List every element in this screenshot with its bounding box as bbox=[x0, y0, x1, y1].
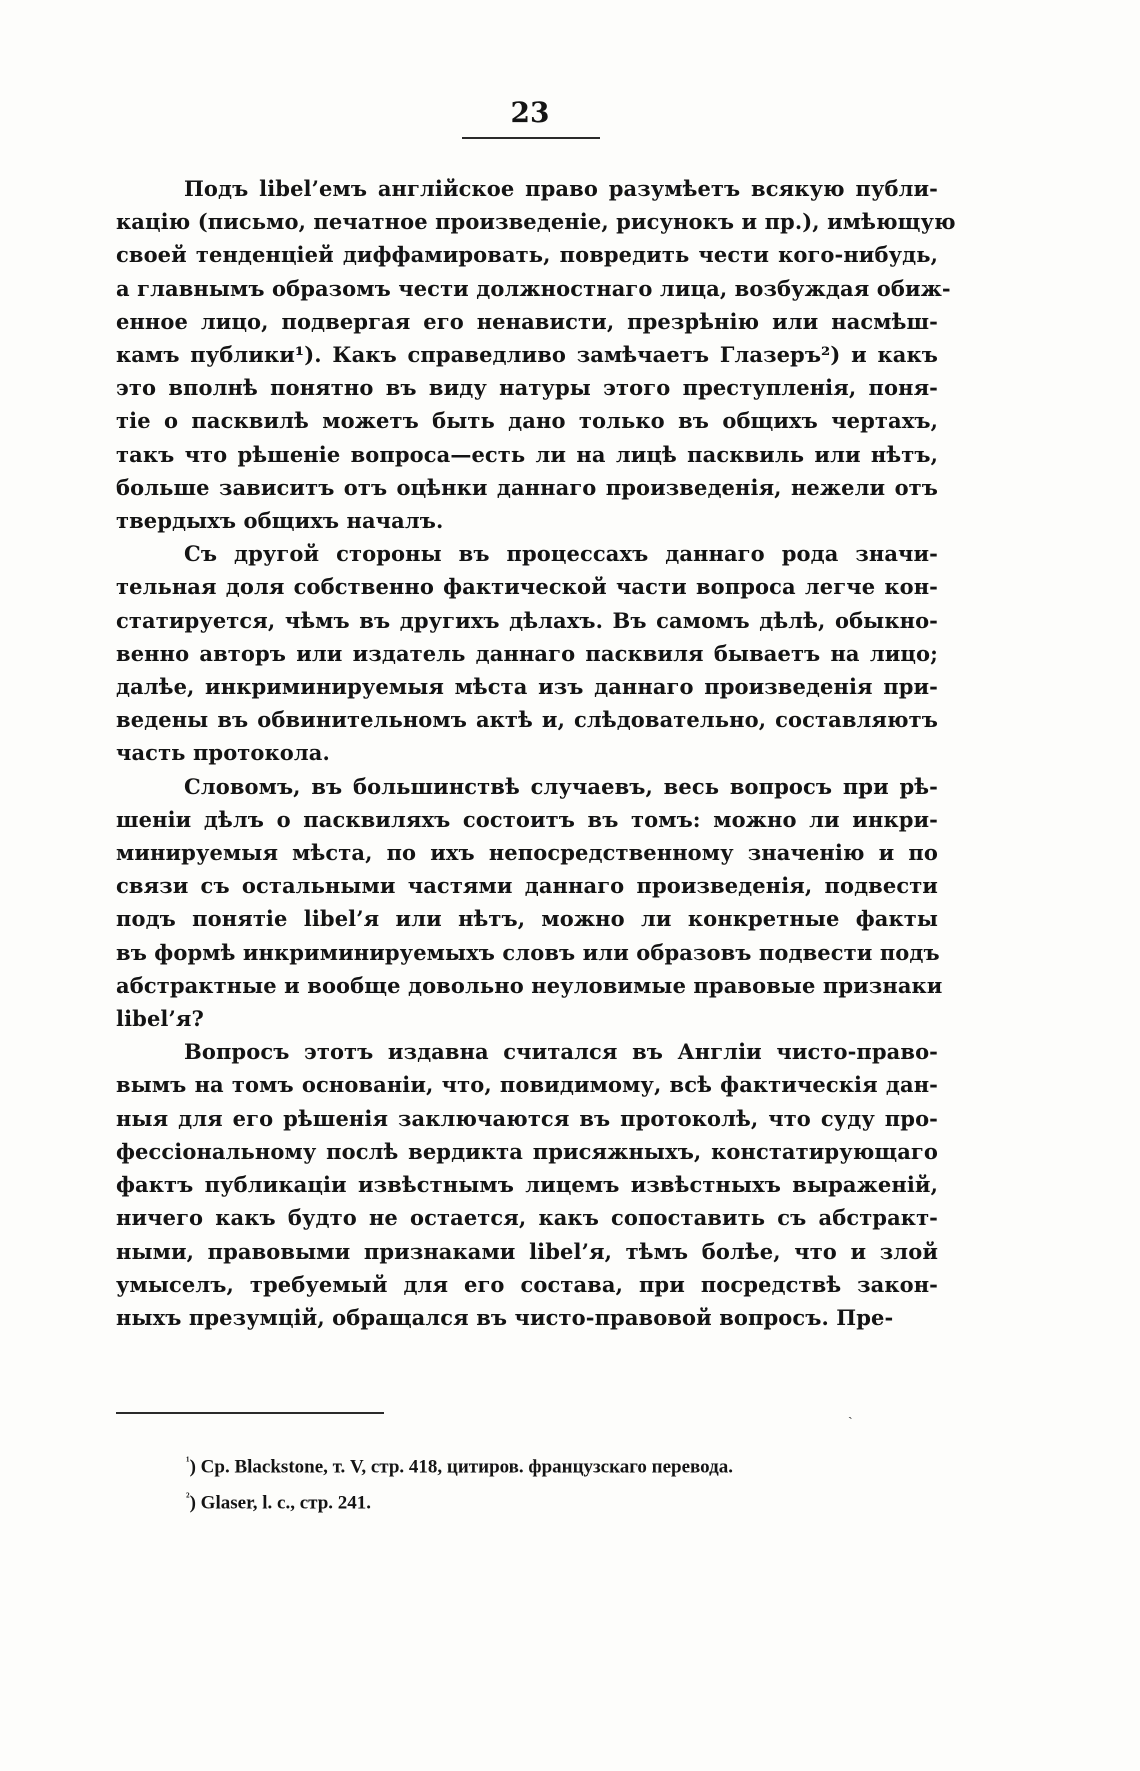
text-line: больше зависитъ отъ оцѣнки даннаго произведенія, нежели отъ bbox=[116, 474, 938, 500]
text-line: такъ что рѣшеніе вопроса—есть ли на лицѣ пасквиль или нѣтъ, bbox=[116, 441, 938, 467]
page-number: 23 bbox=[510, 96, 550, 129]
text-line: венно авторъ или издатель даннаго пасквиля бываетъ на лицо; bbox=[116, 640, 938, 666]
text-line: минируемыя мѣста, по ихъ непосредственному значенію и по bbox=[116, 840, 938, 866]
text-line: ными, правовыми признаками libel’я, тѣмъ болѣе, что и злой bbox=[116, 1238, 938, 1264]
paragraph bbox=[116, 172, 956, 537]
paragraph bbox=[116, 537, 938, 769]
text-line: Подъ libel’емъ англійское право разумѣетъ всякую публи- bbox=[184, 176, 938, 201]
paragraph bbox=[116, 1035, 938, 1334]
text-line: фессіональному послѣ вердикта присяжныхъ, констатирующаго bbox=[116, 1138, 938, 1164]
text-line: а главнымъ образомъ чести должностнаго лица, возбуждая обиж- bbox=[116, 275, 951, 301]
text-line: абстрактные и вообще довольно неуловимые правовые признаки bbox=[116, 972, 943, 998]
stray-mark: ˎ bbox=[848, 1404, 853, 1420]
text-line: кацію (письмо, печатное произведеніе, рисунокъ и пр.), имѣющую bbox=[116, 209, 956, 235]
text-line: это вполнѣ понятно въ виду натуры этого преступленія, поня- bbox=[116, 375, 938, 401]
text-line: связи съ остальными частями даннаго произведенія, подвести bbox=[116, 873, 938, 899]
text-line: вымъ на томъ основаніи, что, повидимому, всѣ фактическія дан- bbox=[116, 1072, 938, 1098]
text-line: въ формѣ инкриминируемыхъ словъ или образовъ подвести подъ bbox=[116, 939, 940, 965]
text-line: тіе о пасквилѣ можетъ быть дано только въ общихъ чертахъ, bbox=[116, 408, 938, 434]
text-line: умыселъ, требуемый для его состава, при посредствѣ закон- bbox=[116, 1271, 938, 1297]
footnotes bbox=[186, 1446, 946, 1519]
footnote-separator bbox=[116, 1412, 384, 1414]
text-line: шеніи дѣлъ о пасквиляхъ состоитъ въ томъ: можно ли инкри- bbox=[116, 806, 938, 832]
footnote-text: ) Ср. Blackstone, т. V, стр. 418, цитиров. французскаго перевода. bbox=[189, 1456, 733, 1478]
text-line: статируется, чѣмъ въ другихъ дѣлахъ. Въ самомъ дѣлѣ, обыкно- bbox=[116, 607, 938, 633]
text-line: часть протокола. bbox=[116, 740, 330, 766]
text-line: ведены въ обвинительномъ актѣ и, слѣдовательно, составляютъ bbox=[116, 707, 938, 733]
text-line: ныя для его рѣшенія заключаются въ протоколѣ, что суду про- bbox=[116, 1105, 938, 1131]
page-number-underline bbox=[462, 137, 600, 139]
text-line: Вопросъ этотъ издавна считался въ Англіи чисто-право- bbox=[184, 1039, 938, 1065]
footnote-mark: ² bbox=[186, 1490, 190, 1505]
footnote-text: ) Glaser, l. c., стр. 241. bbox=[189, 1492, 372, 1514]
footnote-mark: ¹ bbox=[186, 1454, 190, 1468]
text-line: Съ другой стороны въ процессахъ даннаго рода значи- bbox=[184, 541, 938, 567]
text-line: енное лицо, подвергая его ненависти, презрѣнію или насмѣш- bbox=[116, 308, 938, 334]
text-line: ныхъ презумцій, обращался въ чисто-правовой вопросъ. Пре- bbox=[116, 1304, 894, 1330]
text-line: далѣе, инкриминируемыя мѣста изъ даннаго произведенія при- bbox=[116, 674, 938, 700]
footnote-2 bbox=[186, 1482, 946, 1518]
text-line: тельная доля собственно фактической части вопроса легче кон- bbox=[116, 574, 938, 600]
body-text bbox=[116, 172, 956, 1334]
paragraph bbox=[116, 770, 943, 1036]
text-line: своей тенденціей диффамировать, повредить чести кого-нибудь, bbox=[116, 242, 938, 268]
text-line: камъ публики¹). Какъ справедливо замѣчаетъ Глазеръ²) и какъ bbox=[116, 342, 938, 368]
text-line: ничего какъ будто не остается, какъ сопоставить съ абстракт- bbox=[116, 1205, 938, 1231]
text-line: Словомъ, въ большинствѣ случаевъ, весь вопросъ при рѣ- bbox=[184, 773, 938, 799]
text-line: фактъ публикаціи извѣстнымъ лицемъ извѣстныхъ выраженій, bbox=[116, 1172, 938, 1198]
text-line: подъ понятіе libel’я или нѣтъ, можно ли конкретные факты bbox=[116, 906, 938, 932]
text-line: твердыхъ общихъ началъ. bbox=[116, 508, 444, 534]
footnote-1 bbox=[186, 1446, 946, 1482]
text-line: libel’я? bbox=[116, 1006, 204, 1032]
